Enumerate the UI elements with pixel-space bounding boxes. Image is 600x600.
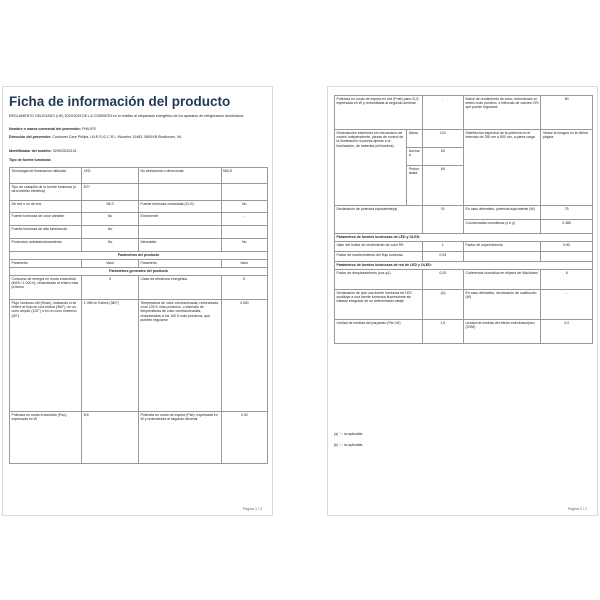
- supplier-name-label: Nombre o marca comercial del proveedor:: [9, 127, 82, 131]
- equiv-power-label: En caso afirmativo, potencia equivalente (W): [463, 206, 540, 220]
- width-value: 60: [422, 148, 463, 166]
- table-row: [335, 252, 593, 262]
- regulation-text: REGLAMENTO DELEGADO (UE) 2019/2015 DE LA COMISIÓN en lo relativo al etiquetado energético de los aparatos de refrigeración domésticos: [9, 114, 244, 118]
- width-label: Anchura: [407, 148, 422, 166]
- envelope-label: Envolvente:: [138, 213, 221, 226]
- r9-label: Valor del índice de rendimiento de color R9: [335, 242, 423, 252]
- displacement-label: Factor de desplazamiento (cos φ1): [335, 270, 423, 290]
- model-line: [9, 149, 266, 153]
- standby-label: Potencia en modo de espera (Psb), expresada en W y redondeada al segundo decimal: [138, 412, 221, 464]
- table-row: [10, 213, 268, 226]
- networked-value: -: [422, 96, 463, 130]
- table-row: [10, 226, 268, 239]
- footnote-a: (a) '-': no aplicable.: [334, 432, 364, 436]
- table-row: [335, 96, 593, 130]
- table-row: [10, 412, 268, 464]
- table-row: [335, 206, 593, 220]
- replace-yes-value: -: [541, 290, 593, 320]
- spectral-label: Distribución espectral de la potencia en el intervalo de 250 nm a 800 nm, a plena carga: [463, 130, 540, 206]
- replace-label: Declaración de que una fuente luminosa de LED sustituye a una fuente luminosa fluorescente sin balasto integrado de un determinado vataje: [335, 290, 423, 320]
- consistency-label: Coherencia cromática en elipses de MacAdam: [463, 270, 540, 290]
- cap-value: E27: [82, 184, 139, 201]
- envelope-value: -: [221, 213, 267, 226]
- dimmable-value: No: [221, 239, 267, 252]
- tech-label: Tecnología de iluminación utilizada:: [10, 168, 82, 184]
- colour-tunable-label: Fuente luminosa de color variable:: [10, 213, 82, 226]
- height-label: Altura: [407, 130, 422, 148]
- standby-value: 0,00: [221, 412, 267, 464]
- connected-value: No: [221, 201, 267, 213]
- high-lum-value: No: [82, 226, 139, 239]
- supplier-name: PHILIPS: [82, 127, 96, 131]
- cri-value: 80: [541, 96, 593, 130]
- table-row: [335, 270, 593, 290]
- cct-label: Temperatura de color correlacionada, redondeada a los 100 K más próximos, o intervalo de temperaturas de color correlacionadas, redondeadas a los 100 K más próximos, que pueden regularse: [138, 300, 221, 412]
- table-row: [335, 130, 593, 148]
- table-row: [335, 262, 593, 270]
- lumen-maint-label: Factor de mantenimiento del flujo luminoso: [335, 252, 423, 262]
- energy-class-label: Clase de eficiencia energética: [138, 276, 221, 300]
- dims-label: Dimensiones exteriores sin mecanismo de control independiente, piezas de control de la iluminación ni piezas ajenas a la iluminación, de haberlas (milímetros): [335, 130, 407, 206]
- table-row: [10, 300, 268, 412]
- table-row: [335, 242, 593, 252]
- replace-yes-label: En caso afirmativo, declaración de sustitución (W): [463, 290, 540, 320]
- flicker-label: Unidad de medida del parpadeo (Pst LM): [335, 320, 423, 344]
- strobo-value: 0,0: [541, 320, 593, 344]
- survival-value: 0,90: [541, 242, 593, 252]
- survival-label: Factor de supervivencia: [463, 242, 540, 252]
- product-params-header: Parámetros del producto: [10, 252, 268, 260]
- page-title: Ficha de información del producto: [9, 94, 231, 109]
- flicker-value: 1,0: [422, 320, 463, 344]
- address: Customer Care Philips, I.B.R.S./C.C.R.I. /Numéro 10463, 5600VB Eindhoven, NL: [52, 135, 182, 139]
- table-row: [10, 276, 268, 300]
- flux-value: 1 055 en Esfera (360°): [82, 300, 139, 412]
- equiv-power-value: 75: [541, 206, 593, 220]
- lumen-maint-value: 0,93: [422, 252, 463, 262]
- replace-value: -(b): [422, 290, 463, 320]
- r9-value: 1: [422, 242, 463, 252]
- power-on-value: 8,5: [82, 412, 139, 464]
- energy-class-value: E: [221, 276, 267, 300]
- consumption-label: Consumo de energía en modo encendido (kWh / 1 000 h), redondeado al entero más próximo: [10, 276, 82, 300]
- colour-tunable-value: No: [82, 213, 139, 226]
- strobo-label: Unidad de medida del efecto estroboscópico (SVM): [463, 320, 540, 344]
- connected-label: Fuente luminosa conectada (CLS):: [138, 201, 221, 213]
- table-row: [10, 184, 268, 201]
- col-param-2: Parámetro: [138, 260, 221, 268]
- supplier-address-line: [9, 135, 266, 139]
- page-1: [2, 86, 273, 516]
- chroma-label: Coordenadas cromáticas (x e y): [463, 220, 540, 234]
- table-row: [335, 320, 593, 344]
- source-type-table: [9, 167, 268, 464]
- table-row: [10, 260, 268, 268]
- consistency-value: 6: [541, 270, 593, 290]
- nondirectional-label: No direccional o direccional:: [138, 168, 221, 184]
- high-lum-label: Fuente luminosa de alta luminancia:: [10, 226, 82, 239]
- flux-label: Flujo luminoso útil (Φuse), indicando si se refiere al flujo en una esfera (360°), en un cono amplio (120°) o en un cono estrecho (90°): [10, 300, 82, 412]
- spectral-value: Véase la imagen en la última página: [541, 130, 593, 206]
- supplier-name-line: [9, 127, 266, 131]
- displacement-value: 0,00: [422, 270, 463, 290]
- height-value: 124: [422, 130, 463, 148]
- cap-label: Tipo de casquillo de la fuente luminosa (o otra interfaz eléctrica): [10, 184, 82, 201]
- led-header: Parámetros de fuentes luminosas de LED y OLED:: [335, 234, 593, 242]
- page-number: Página 2 / 2: [567, 507, 587, 511]
- page2-table: [334, 95, 593, 344]
- glare-value: No: [82, 239, 139, 252]
- depth-label: Profundidad: [407, 166, 422, 206]
- cri-label: Índice de rendimiento de color, redondeado al entero más próximo, o intervalo de valores CRI que puede regularse: [463, 96, 540, 130]
- model-label: Identificador del modelo:: [9, 149, 52, 153]
- page-2: [327, 86, 598, 516]
- footnote-b: (b) '-': no aplicable.: [334, 443, 364, 447]
- depth-value: 60: [422, 166, 463, 206]
- equiv-value: Sí: [422, 206, 463, 234]
- chroma-value: 0,380: [541, 220, 593, 234]
- table-row: [10, 239, 268, 252]
- table-row: [335, 290, 593, 320]
- networked-label: Potencia en modo de espera en red (Pnet) para CLS, expresada en W y redondeada al segundo decimal: [335, 96, 423, 130]
- col-value-2: Valor: [221, 260, 267, 268]
- source-type-label: Tipo de fuente luminosa:: [9, 158, 52, 162]
- table-row: [335, 234, 593, 242]
- col-value: Valor: [82, 260, 139, 268]
- table-row: [10, 268, 268, 276]
- table-row: [10, 168, 268, 184]
- mains-value: MLS: [82, 201, 139, 213]
- power-on-label: Potencia en modo encendido (Pon), expresada en W: [10, 412, 82, 464]
- cct-value: 4 000: [221, 300, 267, 412]
- table-row: [10, 252, 268, 260]
- glare-label: Protección antideslumbramiento:: [10, 239, 82, 252]
- dimmable-label: Atenuable:: [138, 239, 221, 252]
- general-header: Parámetros generales del producto: [10, 268, 268, 276]
- address-label: Dirección del proveedor:: [9, 135, 52, 139]
- tech-value: LED: [82, 168, 139, 184]
- consumption-value: 9: [82, 276, 139, 300]
- equiv-label: Declaración de potencia equivalente(a): [335, 206, 423, 234]
- model: 929003202101: [52, 149, 77, 153]
- mains-label: De red o no de red:: [10, 201, 82, 213]
- nondirectional-value: NDLS: [221, 168, 267, 184]
- page-number: Página 1 / 2: [242, 507, 262, 511]
- mains-led-header: Parámetros de fuentes luminosas de red de LED y OLED:: [335, 262, 593, 270]
- col-param: Parámetro: [10, 260, 82, 268]
- table-row: [10, 201, 268, 213]
